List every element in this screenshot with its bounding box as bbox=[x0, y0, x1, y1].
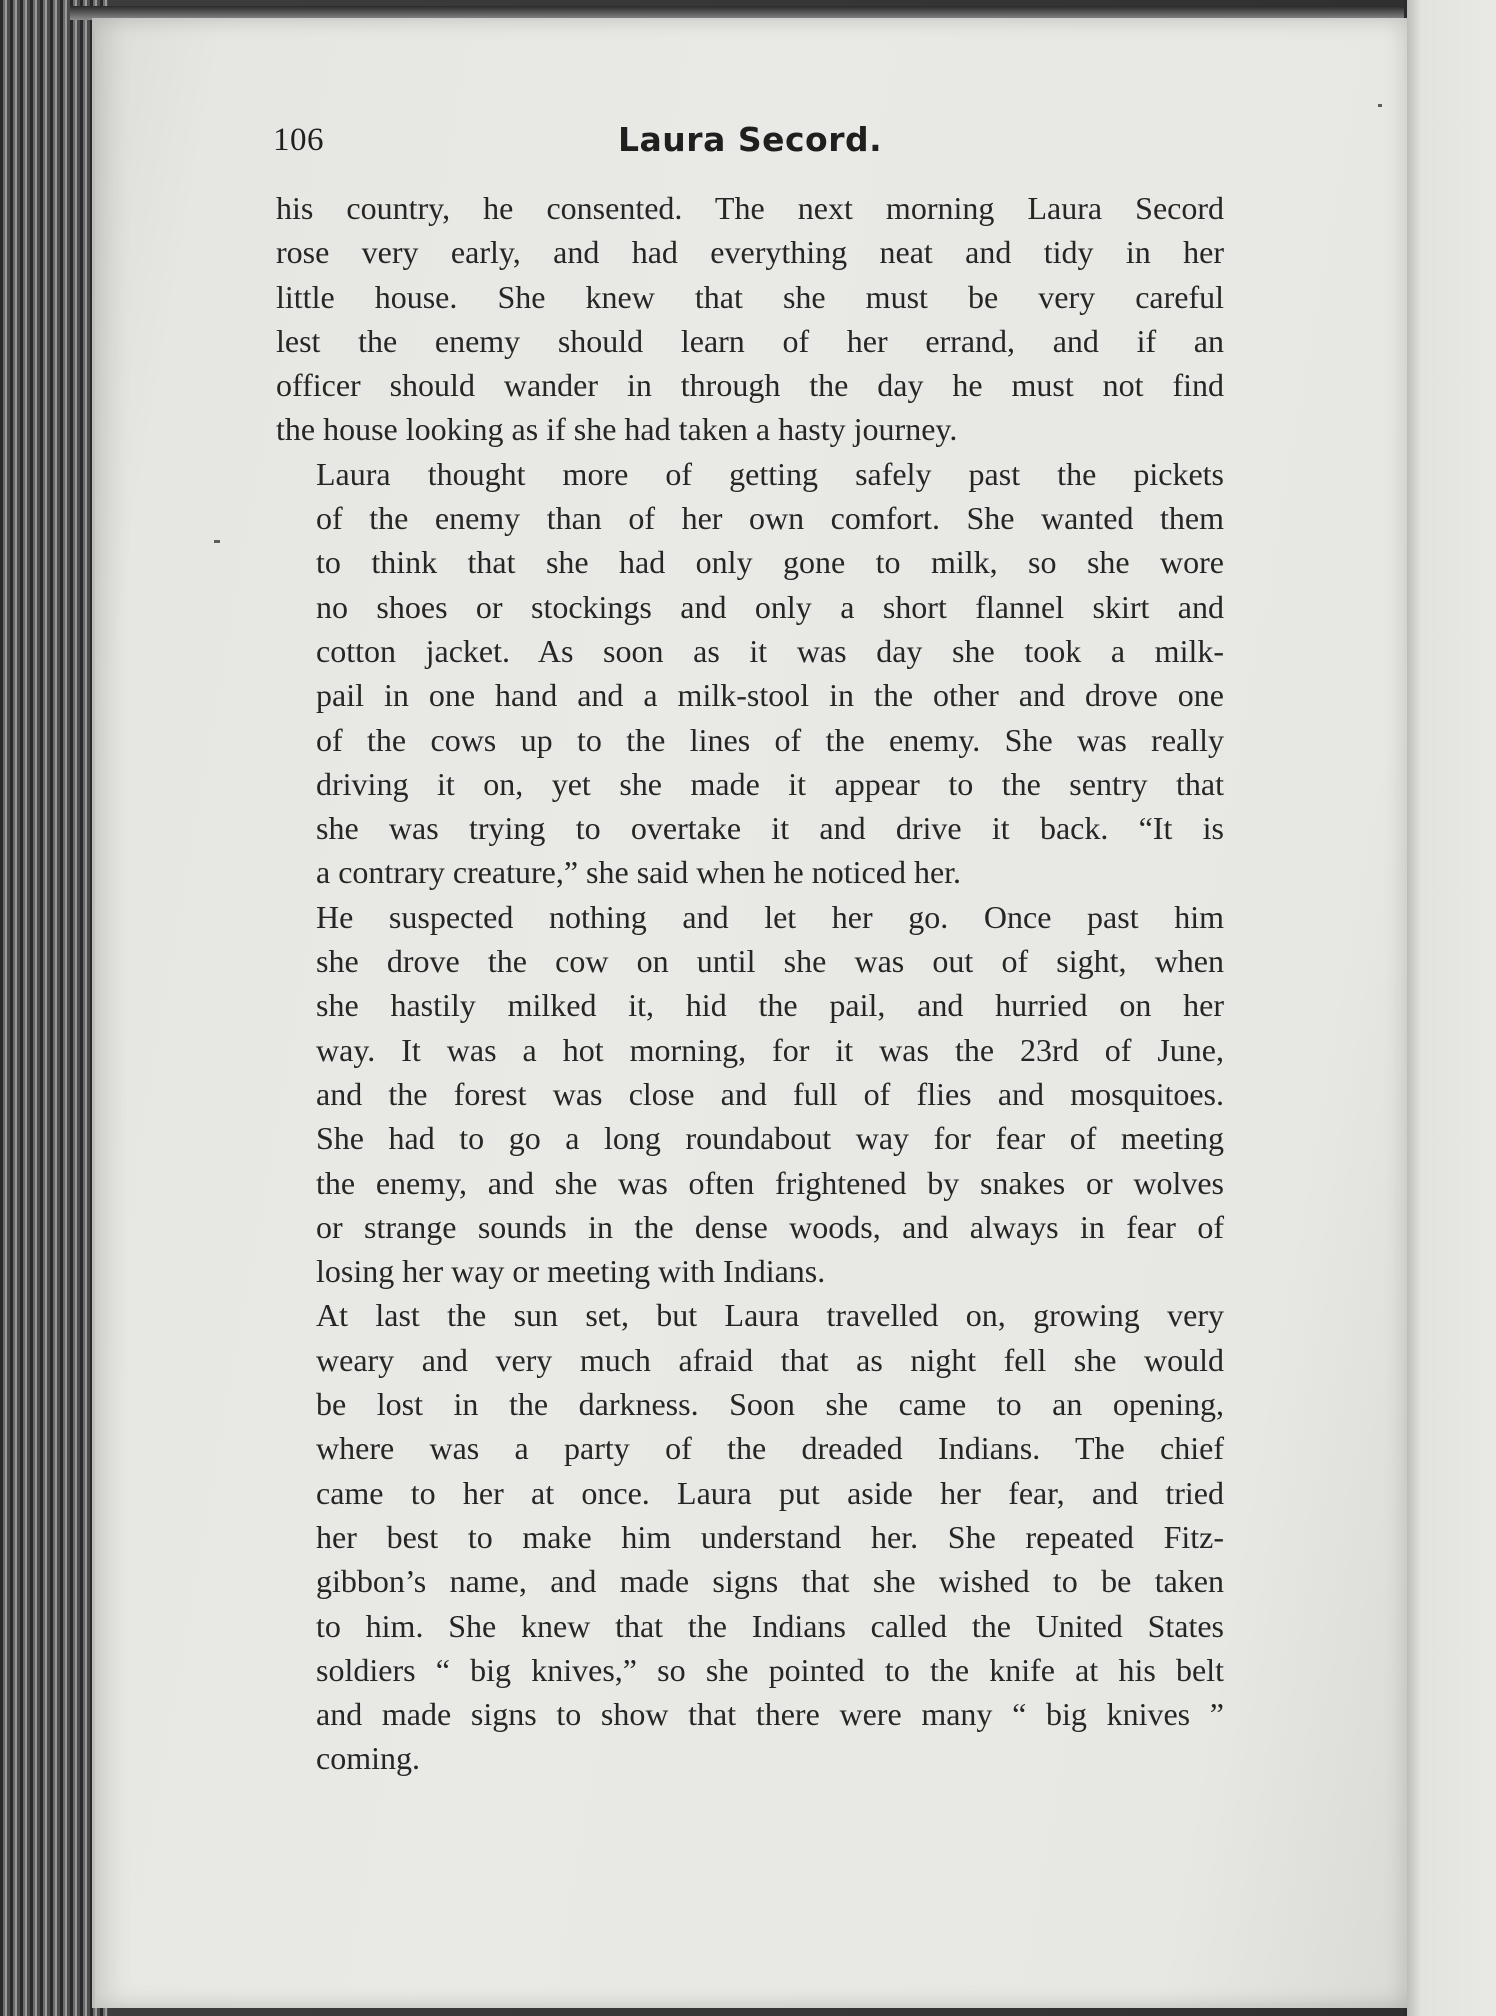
text-line: the enemy, and she was often frightened by snakes or wolves bbox=[316, 1164, 1224, 1201]
text-line: losing her way or meeting with Indians. bbox=[316, 1253, 826, 1290]
body-text bbox=[276, 186, 1224, 1781]
text-line: came to her at once. Laura put aside her fear, and tried bbox=[316, 1474, 1224, 1511]
text-line: his country, he consented. The next morning Laura Secord bbox=[276, 190, 1224, 226]
scan-speck bbox=[214, 540, 220, 543]
text-line: pail in one hand and a milk-stool in the other and drove one bbox=[316, 677, 1224, 714]
text-line: to him. She knew that the Indians called the United States bbox=[316, 1607, 1224, 1644]
text-line: where was a party of the dreaded Indians. The chief bbox=[316, 1430, 1224, 1467]
text-line: or strange sounds in the dense woods, and always in fear of bbox=[316, 1208, 1224, 1245]
paragraph bbox=[276, 452, 1224, 895]
text-line: and the forest was close and full of flies and mosquitoes. bbox=[316, 1075, 1224, 1112]
text-line: He suspected nothing and let her go. Once past him bbox=[316, 898, 1224, 935]
text-line: driving it on, yet she made it appear to the sentry that bbox=[316, 765, 1224, 802]
page-number: 106 bbox=[273, 122, 324, 158]
text-line: gibbon’s name, and made signs that she wished to be taken bbox=[316, 1563, 1224, 1600]
text-line: a contrary creature,” she said when he noticed her. bbox=[316, 854, 962, 891]
text-line: of the cows up to the lines of the enemy. She was really bbox=[316, 721, 1224, 758]
text-line: She had to go a long roundabout way for fear of meeting bbox=[316, 1120, 1224, 1157]
text-line: rose very early, and had everything neat and tidy in her bbox=[276, 234, 1224, 271]
text-line: to think that she had only gone to milk, so she wore bbox=[316, 544, 1224, 581]
text-line: cotton jacket. As soon as it was day she took a milk- bbox=[316, 632, 1224, 669]
text-line: soldiers “ big knives,” so she pointed to the knife at his belt bbox=[316, 1651, 1224, 1688]
text-line: of the enemy than of her own comfort. She wanted them bbox=[316, 500, 1224, 537]
text-line: the house looking as if she had taken a hasty journey. bbox=[276, 411, 958, 448]
paragraph bbox=[276, 1293, 1224, 1780]
paragraph bbox=[276, 895, 1224, 1294]
text-line: she drove the cow on until she was out of sight, when bbox=[316, 943, 1224, 980]
text-line: she hastily milked it, hid the pail, and hurried on her bbox=[316, 987, 1224, 1024]
text-line: no shoes or stockings and only a short flannel skirt and bbox=[316, 588, 1224, 625]
text-line: she was trying to overtake it and drive it back. “It is bbox=[316, 810, 1224, 847]
text-line: lest the enemy should learn of her errand, and if an bbox=[276, 322, 1224, 359]
scan-speck bbox=[1378, 104, 1382, 107]
text-line: At last the sun set, but Laura travelled on, growing very bbox=[316, 1297, 1224, 1334]
text-line: weary and very much afraid that as night fell she would bbox=[316, 1341, 1224, 1378]
text-line: her best to make him understand her. She repeated Fitz- bbox=[316, 1518, 1224, 1555]
text-line: Laura thought more of getting safely past the pickets bbox=[316, 455, 1224, 492]
text-line: coming. bbox=[316, 1740, 420, 1777]
text-line: little house. She knew that she must be very careful bbox=[276, 278, 1224, 315]
text-line: and made signs to show that there were many “ big knives ” bbox=[316, 1696, 1224, 1733]
running-head bbox=[273, 118, 1233, 170]
paragraph bbox=[276, 186, 1224, 452]
text-line: be lost in the darkness. Soon she came to an opening, bbox=[316, 1386, 1224, 1423]
running-title: Laura Secord. bbox=[618, 120, 883, 159]
text-line: officer should wander in through the day he must not find bbox=[276, 367, 1224, 404]
next-page-edge bbox=[1404, 0, 1496, 2016]
text-line: way. It was a hot morning, for it was the 23rd of June, bbox=[316, 1031, 1224, 1068]
